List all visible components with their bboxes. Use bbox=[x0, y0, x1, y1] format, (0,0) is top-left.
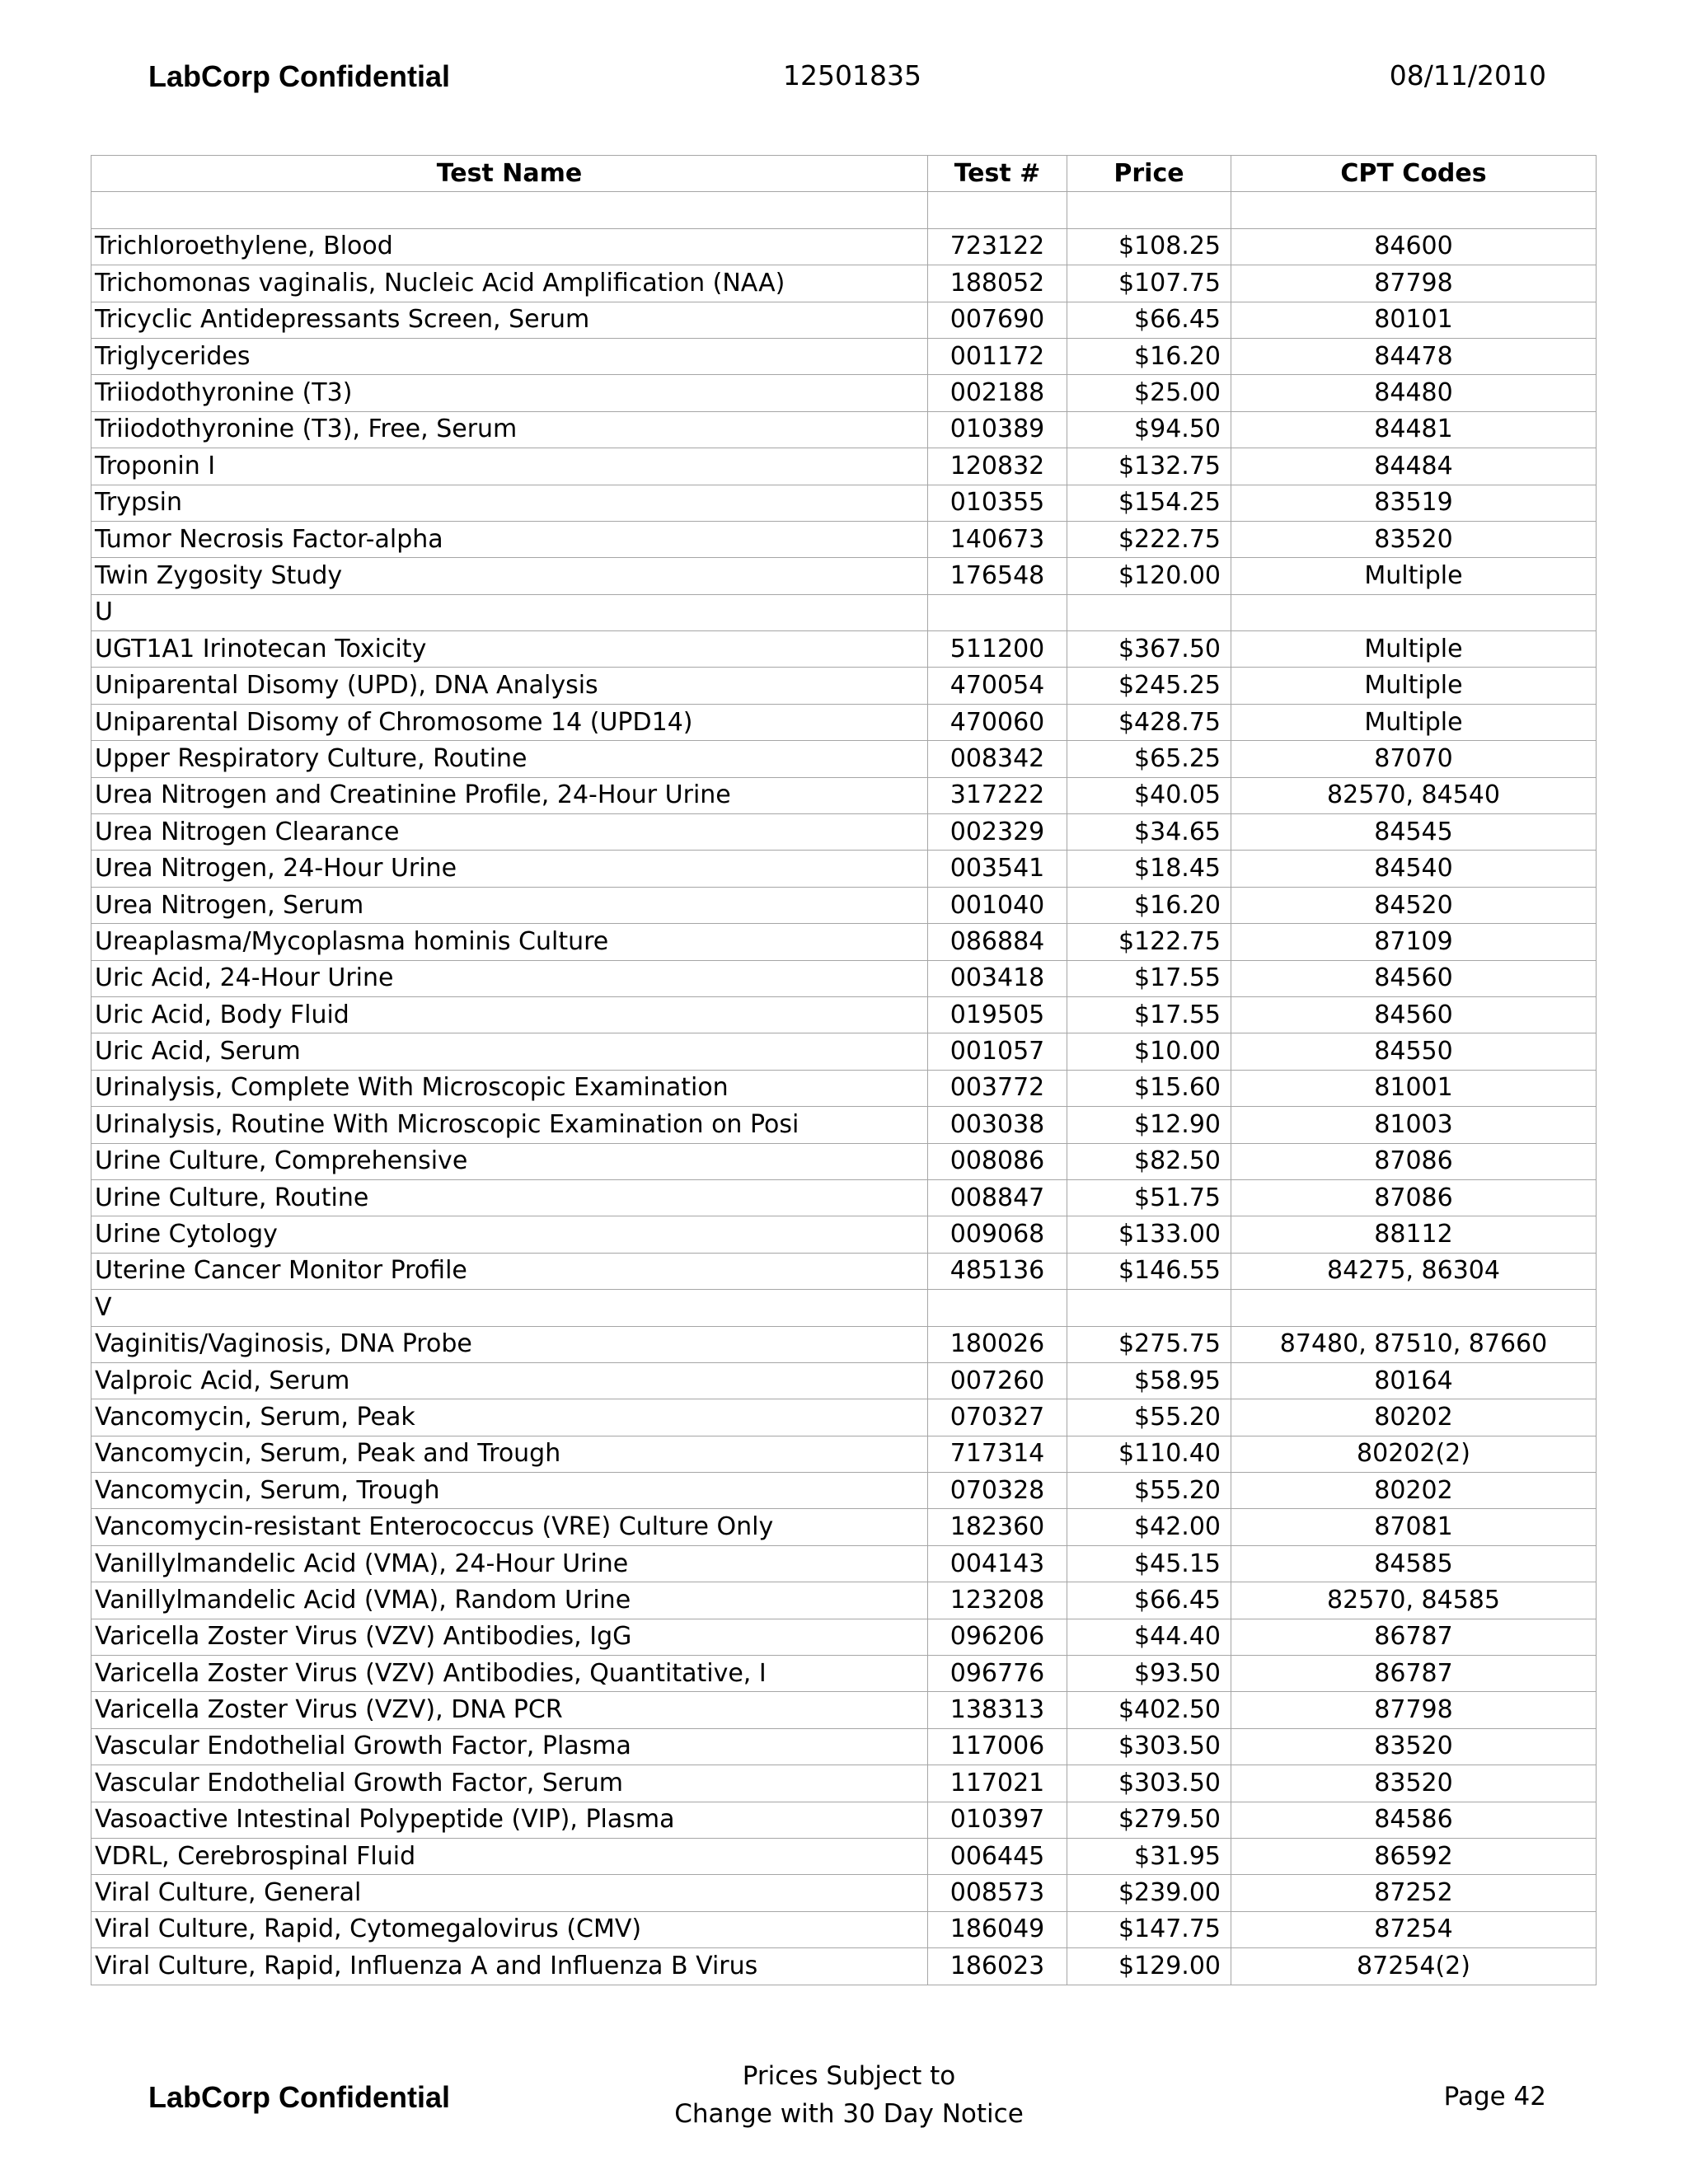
cell-cpt-codes: 84481 bbox=[1231, 411, 1597, 448]
cell-cpt-codes: 81003 bbox=[1231, 1107, 1597, 1143]
cell-test-name: Tumor Necrosis Factor-alpha bbox=[91, 521, 928, 557]
cell-cpt-codes: 87081 bbox=[1231, 1509, 1597, 1545]
cell-test-number: 470054 bbox=[928, 668, 1067, 704]
table-row bbox=[91, 411, 1597, 448]
column-header-test-number: Test # bbox=[928, 156, 1067, 192]
cell-test-number: 003541 bbox=[928, 851, 1067, 887]
cell-test-number: 511200 bbox=[928, 631, 1067, 668]
cell-test-number: 117006 bbox=[928, 1728, 1067, 1765]
cell-price: $402.50 bbox=[1067, 1692, 1231, 1728]
cell-test-name: Uric Acid, 24-Hour Urine bbox=[91, 960, 928, 996]
cell-cpt-codes: 87480, 87510, 87660 bbox=[1231, 1326, 1597, 1362]
cell-cpt-codes: 80202(2) bbox=[1231, 1436, 1597, 1472]
table-row bbox=[91, 1253, 1597, 1289]
cell-cpt-codes: 84600 bbox=[1231, 228, 1597, 265]
column-header-cpt-codes: CPT Codes bbox=[1231, 156, 1597, 192]
cell-test-name: Urinalysis, Routine With Microscopic Examination on Posi bbox=[91, 1107, 928, 1143]
cell-cpt-codes: 84560 bbox=[1231, 996, 1597, 1033]
cell-test-name: Varicella Zoster Virus (VZV), DNA PCR bbox=[91, 1692, 928, 1728]
cell-test-number: 002188 bbox=[928, 375, 1067, 411]
cell-cpt-codes: 80101 bbox=[1231, 302, 1597, 338]
cell-test-number: 138313 bbox=[928, 1692, 1067, 1728]
cell-test-number: 140673 bbox=[928, 521, 1067, 557]
cell-cpt-codes: 86787 bbox=[1231, 1656, 1597, 1692]
cell-price: $132.75 bbox=[1067, 448, 1231, 485]
table-row bbox=[91, 668, 1597, 704]
cell-price: $428.75 bbox=[1067, 704, 1231, 740]
cell-cpt-codes: 84275, 86304 bbox=[1231, 1253, 1597, 1289]
cell-test-name: Vancomycin-resistant Enterococcus (VRE) Culture Only bbox=[91, 1509, 928, 1545]
cell-cpt-codes: 84550 bbox=[1231, 1033, 1597, 1070]
cell-cpt-codes: 83520 bbox=[1231, 521, 1597, 557]
table-row bbox=[91, 558, 1597, 594]
cell-cpt-codes: 84545 bbox=[1231, 814, 1597, 851]
cell-test-number: 117021 bbox=[928, 1765, 1067, 1802]
table-row bbox=[91, 1179, 1597, 1216]
cell-test-name: Vaginitis/Vaginosis, DNA Probe bbox=[91, 1326, 928, 1362]
cell-test-name: Troponin I bbox=[91, 448, 928, 485]
cell-price: $367.50 bbox=[1067, 631, 1231, 668]
cell-test-number: 096206 bbox=[928, 1619, 1067, 1655]
cell-test-name: Trichloroethylene, Blood bbox=[91, 228, 928, 265]
cell-test-number: 180026 bbox=[928, 1326, 1067, 1362]
cell-test-name: Vancomycin, Serum, Trough bbox=[91, 1473, 928, 1509]
table-row bbox=[91, 1656, 1597, 1692]
table-row bbox=[91, 1619, 1597, 1655]
table-row bbox=[91, 1838, 1597, 1874]
cell-test-name: Viral Culture, Rapid, Influenza A and Influenza B Virus bbox=[91, 1948, 928, 1985]
cell-price: $122.75 bbox=[1067, 924, 1231, 960]
cell-price: $15.60 bbox=[1067, 1070, 1231, 1106]
cell-test-name: Vascular Endothelial Growth Factor, Serum bbox=[91, 1765, 928, 1802]
cell-test-number: 010389 bbox=[928, 411, 1067, 448]
cell-test-name: Tricyclic Antidepressants Screen, Serum bbox=[91, 302, 928, 338]
table-row bbox=[91, 851, 1597, 887]
cell-price bbox=[1067, 192, 1231, 228]
cell-test-number: 010355 bbox=[928, 485, 1067, 521]
cell-test-number: 001172 bbox=[928, 338, 1067, 374]
cell-test-name: Uterine Cancer Monitor Profile bbox=[91, 1253, 928, 1289]
cell-cpt-codes: 84560 bbox=[1231, 960, 1597, 996]
cell-test-number: 008847 bbox=[928, 1179, 1067, 1216]
table-row bbox=[91, 448, 1597, 485]
cell-cpt-codes bbox=[1231, 1290, 1597, 1326]
table-row bbox=[91, 1692, 1597, 1728]
cell-cpt-codes: 87070 bbox=[1231, 741, 1597, 777]
cell-test-number: 182360 bbox=[928, 1509, 1067, 1545]
cell-cpt-codes: 83520 bbox=[1231, 1765, 1597, 1802]
cell-test-name: Vanillylmandelic Acid (VMA), 24-Hour Urine bbox=[91, 1545, 928, 1582]
table-row bbox=[91, 265, 1597, 302]
cell-cpt-codes: 84484 bbox=[1231, 448, 1597, 485]
cell-cpt-codes: 87086 bbox=[1231, 1143, 1597, 1179]
cell-test-name: Triglycerides bbox=[91, 338, 928, 374]
cell-price: $51.75 bbox=[1067, 1179, 1231, 1216]
cell-test-name: VDRL, Cerebrospinal Fluid bbox=[91, 1838, 928, 1874]
cell-price: $303.50 bbox=[1067, 1765, 1231, 1802]
cell-cpt-codes: 86592 bbox=[1231, 1838, 1597, 1874]
cell-test-name: Urea Nitrogen and Creatinine Profile, 24-Hour Urine bbox=[91, 777, 928, 813]
table-row bbox=[91, 1765, 1597, 1802]
cell-cpt-codes: 84585 bbox=[1231, 1545, 1597, 1582]
table-row bbox=[91, 1911, 1597, 1947]
cell-cpt-codes: 80164 bbox=[1231, 1362, 1597, 1399]
cell-test-name: Urea Nitrogen, Serum bbox=[91, 887, 928, 923]
cell-test-number: 003418 bbox=[928, 960, 1067, 996]
cell-price: $93.50 bbox=[1067, 1656, 1231, 1692]
cell-test-number: 470060 bbox=[928, 704, 1067, 740]
cell-test-number: 188052 bbox=[928, 265, 1067, 302]
cell-test-name: Urine Culture, Routine bbox=[91, 1179, 928, 1216]
table-row bbox=[91, 1473, 1597, 1509]
header-date: 08/11/2010 bbox=[1389, 59, 1546, 91]
table-row bbox=[91, 887, 1597, 923]
cell-test-name: Varicella Zoster Virus (VZV) Antibodies, Quantitative, I bbox=[91, 1656, 928, 1692]
cell-test-name: Uniparental Disomy of Chromosome 14 (UPD14) bbox=[91, 704, 928, 740]
cell-price: $55.20 bbox=[1067, 1473, 1231, 1509]
cell-cpt-codes: Multiple bbox=[1231, 704, 1597, 740]
table-row bbox=[91, 704, 1597, 740]
cell-test-number: 717314 bbox=[928, 1436, 1067, 1472]
cell-cpt-codes: 83520 bbox=[1231, 1728, 1597, 1765]
footer-title: LabCorp Confidential bbox=[148, 2080, 450, 2114]
cell-price: $16.20 bbox=[1067, 338, 1231, 374]
cell-price: $107.75 bbox=[1067, 265, 1231, 302]
cell-price: $55.20 bbox=[1067, 1399, 1231, 1436]
cell-test-name: U bbox=[91, 594, 928, 630]
cell-test-name: V bbox=[91, 1290, 928, 1326]
table-row bbox=[91, 1143, 1597, 1179]
cell-test-number: 004143 bbox=[928, 1545, 1067, 1582]
cell-cpt-codes: 84480 bbox=[1231, 375, 1597, 411]
cell-price: $146.55 bbox=[1067, 1253, 1231, 1289]
cell-price: $40.05 bbox=[1067, 777, 1231, 813]
table-row bbox=[91, 302, 1597, 338]
cell-price: $147.75 bbox=[1067, 1911, 1231, 1947]
cell-price: $17.55 bbox=[1067, 960, 1231, 996]
cell-price: $108.25 bbox=[1067, 228, 1231, 265]
cell-test-name: Ureaplasma/Mycoplasma hominis Culture bbox=[91, 924, 928, 960]
cell-cpt-codes: 84520 bbox=[1231, 887, 1597, 923]
cell-price: $110.40 bbox=[1067, 1436, 1231, 1472]
cell-cpt-codes: 84586 bbox=[1231, 1802, 1597, 1838]
table-row bbox=[91, 1875, 1597, 1911]
cell-test-number: 186023 bbox=[928, 1948, 1067, 1985]
cell-test-name: Vancomycin, Serum, Peak and Trough bbox=[91, 1436, 928, 1472]
cell-price: $10.00 bbox=[1067, 1033, 1231, 1070]
cell-price: $133.00 bbox=[1067, 1216, 1231, 1253]
cell-price: $129.00 bbox=[1067, 1948, 1231, 1985]
cell-price: $12.90 bbox=[1067, 1107, 1231, 1143]
table-row bbox=[91, 1070, 1597, 1106]
cell-test-name: Upper Respiratory Culture, Routine bbox=[91, 741, 928, 777]
cell-test-name: UGT1A1 Irinotecan Toxicity bbox=[91, 631, 928, 668]
table-row bbox=[91, 1107, 1597, 1143]
cell-cpt-codes: 82570, 84585 bbox=[1231, 1582, 1597, 1619]
table-row bbox=[91, 375, 1597, 411]
table-row bbox=[91, 1582, 1597, 1619]
cell-test-number: 176548 bbox=[928, 558, 1067, 594]
cell-test-name: Varicella Zoster Virus (VZV) Antibodies, IgG bbox=[91, 1619, 928, 1655]
cell-test-number bbox=[928, 594, 1067, 630]
cell-price: $94.50 bbox=[1067, 411, 1231, 448]
cell-price: $275.75 bbox=[1067, 1326, 1231, 1362]
cell-price: $239.00 bbox=[1067, 1875, 1231, 1911]
cell-test-number: 019505 bbox=[928, 996, 1067, 1033]
cell-test-number: 485136 bbox=[928, 1253, 1067, 1289]
cell-test-number: 003038 bbox=[928, 1107, 1067, 1143]
cell-test-number: 001057 bbox=[928, 1033, 1067, 1070]
cell-cpt-codes: 87254(2) bbox=[1231, 1948, 1597, 1985]
cell-price: $245.25 bbox=[1067, 668, 1231, 704]
cell-test-number: 096776 bbox=[928, 1656, 1067, 1692]
cell-test-number: 009068 bbox=[928, 1216, 1067, 1253]
cell-price: $58.95 bbox=[1067, 1362, 1231, 1399]
cell-test-number: 723122 bbox=[928, 228, 1067, 265]
cell-test-number: 001040 bbox=[928, 887, 1067, 923]
cell-cpt-codes: 88112 bbox=[1231, 1216, 1597, 1253]
cell-price: $25.00 bbox=[1067, 375, 1231, 411]
cell-test-name: Vancomycin, Serum, Peak bbox=[91, 1399, 928, 1436]
cell-price bbox=[1067, 1290, 1231, 1326]
column-header-test-name: Test Name bbox=[91, 156, 928, 192]
cell-cpt-codes: 82570, 84540 bbox=[1231, 777, 1597, 813]
cell-test-number: 007690 bbox=[928, 302, 1067, 338]
cell-price: $120.00 bbox=[1067, 558, 1231, 594]
cell-cpt-codes: 87798 bbox=[1231, 265, 1597, 302]
cell-price: $82.50 bbox=[1067, 1143, 1231, 1179]
cell-price: $65.25 bbox=[1067, 741, 1231, 777]
cell-test-number: 010397 bbox=[928, 1802, 1067, 1838]
table-row bbox=[91, 960, 1597, 996]
table-row bbox=[91, 192, 1597, 228]
table-row bbox=[91, 594, 1597, 630]
cell-cpt-codes: Multiple bbox=[1231, 668, 1597, 704]
cell-cpt-codes: 86787 bbox=[1231, 1619, 1597, 1655]
cell-cpt-codes: 84540 bbox=[1231, 851, 1597, 887]
cell-test-number: 120832 bbox=[928, 448, 1067, 485]
cell-test-name: Uric Acid, Serum bbox=[91, 1033, 928, 1070]
table-row bbox=[91, 996, 1597, 1033]
cell-price: $16.20 bbox=[1067, 887, 1231, 923]
table-row bbox=[91, 1436, 1597, 1472]
column-header-price: Price bbox=[1067, 156, 1231, 192]
cell-test-number: 186049 bbox=[928, 1911, 1067, 1947]
cell-test-name: Urea Nitrogen, 24-Hour Urine bbox=[91, 851, 928, 887]
table-row bbox=[91, 521, 1597, 557]
footer-notice-line-1: Prices Subject to bbox=[742, 2061, 956, 2091]
footer-page-number: Page 42 bbox=[1443, 2082, 1546, 2111]
price-table bbox=[91, 155, 1597, 1985]
cell-test-name bbox=[91, 192, 928, 228]
table-row bbox=[91, 741, 1597, 777]
table-row bbox=[91, 1362, 1597, 1399]
table-row bbox=[91, 1399, 1597, 1436]
cell-cpt-codes: Multiple bbox=[1231, 631, 1597, 668]
cell-test-name: Triiodothyronine (T3) bbox=[91, 375, 928, 411]
cell-price: $303.50 bbox=[1067, 1728, 1231, 1765]
table-row bbox=[91, 485, 1597, 521]
cell-test-name: Urinalysis, Complete With Microscopic Examination bbox=[91, 1070, 928, 1106]
cell-price: $154.25 bbox=[1067, 485, 1231, 521]
cell-test-name: Urine Cytology bbox=[91, 1216, 928, 1253]
cell-price: $279.50 bbox=[1067, 1802, 1231, 1838]
header-document-id: 12501835 bbox=[783, 59, 921, 91]
cell-test-number: 070328 bbox=[928, 1473, 1067, 1509]
cell-cpt-codes: Multiple bbox=[1231, 558, 1597, 594]
footer-price-notice bbox=[643, 2057, 1055, 2133]
cell-cpt-codes: 80202 bbox=[1231, 1399, 1597, 1436]
cell-test-name: Viral Culture, Rapid, Cytomegalovirus (CMV) bbox=[91, 1911, 928, 1947]
table-header-row bbox=[91, 156, 1597, 192]
table-body bbox=[91, 192, 1597, 1985]
table-row bbox=[91, 1948, 1597, 1985]
cell-price: $42.00 bbox=[1067, 1509, 1231, 1545]
cell-cpt-codes: 87086 bbox=[1231, 1179, 1597, 1216]
cell-test-number: 007260 bbox=[928, 1362, 1067, 1399]
cell-test-name: Urea Nitrogen Clearance bbox=[91, 814, 928, 851]
cell-test-number: 086884 bbox=[928, 924, 1067, 960]
cell-test-number: 070327 bbox=[928, 1399, 1067, 1436]
table-row bbox=[91, 1802, 1597, 1838]
cell-price: $18.45 bbox=[1067, 851, 1231, 887]
cell-price bbox=[1067, 594, 1231, 630]
cell-test-number: 003772 bbox=[928, 1070, 1067, 1106]
cell-test-number: 002329 bbox=[928, 814, 1067, 851]
footer-notice-line-2: Change with 30 Day Notice bbox=[674, 2099, 1024, 2129]
cell-cpt-codes: 84478 bbox=[1231, 338, 1597, 374]
cell-price: $34.65 bbox=[1067, 814, 1231, 851]
table-row bbox=[91, 1326, 1597, 1362]
cell-test-name: Triiodothyronine (T3), Free, Serum bbox=[91, 411, 928, 448]
cell-cpt-codes: 81001 bbox=[1231, 1070, 1597, 1106]
cell-cpt-codes bbox=[1231, 192, 1597, 228]
table-row bbox=[91, 924, 1597, 960]
cell-test-number: 317222 bbox=[928, 777, 1067, 813]
cell-test-name: Valproic Acid, Serum bbox=[91, 1362, 928, 1399]
cell-test-number bbox=[928, 192, 1067, 228]
cell-test-name: Urine Culture, Comprehensive bbox=[91, 1143, 928, 1179]
cell-test-name: Trichomonas vaginalis, Nucleic Acid Amplification (NAA) bbox=[91, 265, 928, 302]
cell-test-name: Vasoactive Intestinal Polypeptide (VIP), Plasma bbox=[91, 1802, 928, 1838]
cell-test-number bbox=[928, 1290, 1067, 1326]
table-row bbox=[91, 814, 1597, 851]
cell-price: $66.45 bbox=[1067, 1582, 1231, 1619]
cell-test-name: Twin Zygosity Study bbox=[91, 558, 928, 594]
table-row bbox=[91, 1728, 1597, 1765]
cell-test-name: Trypsin bbox=[91, 485, 928, 521]
table-row bbox=[91, 1290, 1597, 1326]
cell-cpt-codes: 87252 bbox=[1231, 1875, 1597, 1911]
table-row bbox=[91, 1033, 1597, 1070]
table-row bbox=[91, 1509, 1597, 1545]
cell-cpt-codes: 87109 bbox=[1231, 924, 1597, 960]
cell-price: $44.40 bbox=[1067, 1619, 1231, 1655]
cell-price: $222.75 bbox=[1067, 521, 1231, 557]
cell-test-number: 008086 bbox=[928, 1143, 1067, 1179]
table-row bbox=[91, 1545, 1597, 1582]
cell-cpt-codes bbox=[1231, 594, 1597, 630]
cell-price: $31.95 bbox=[1067, 1838, 1231, 1874]
cell-cpt-codes: 87798 bbox=[1231, 1692, 1597, 1728]
table-row bbox=[91, 777, 1597, 813]
cell-price: $66.45 bbox=[1067, 302, 1231, 338]
cell-cpt-codes: 80202 bbox=[1231, 1473, 1597, 1509]
cell-test-number: 006445 bbox=[928, 1838, 1067, 1874]
cell-test-number: 008573 bbox=[928, 1875, 1067, 1911]
table-row bbox=[91, 228, 1597, 265]
cell-test-name: Vanillylmandelic Acid (VMA), Random Urine bbox=[91, 1582, 928, 1619]
cell-test-number: 123208 bbox=[928, 1582, 1067, 1619]
table-row bbox=[91, 338, 1597, 374]
cell-cpt-codes: 83519 bbox=[1231, 485, 1597, 521]
cell-test-name: Vascular Endothelial Growth Factor, Plasma bbox=[91, 1728, 928, 1765]
table-row bbox=[91, 631, 1597, 668]
cell-test-name: Viral Culture, General bbox=[91, 1875, 928, 1911]
cell-test-name: Uric Acid, Body Fluid bbox=[91, 996, 928, 1033]
cell-test-number: 008342 bbox=[928, 741, 1067, 777]
cell-price: $17.55 bbox=[1067, 996, 1231, 1033]
header-title: LabCorp Confidential bbox=[148, 59, 450, 93]
cell-price: $45.15 bbox=[1067, 1545, 1231, 1582]
cell-cpt-codes: 87254 bbox=[1231, 1911, 1597, 1947]
cell-test-name: Uniparental Disomy (UPD), DNA Analysis bbox=[91, 668, 928, 704]
table-row bbox=[91, 1216, 1597, 1253]
